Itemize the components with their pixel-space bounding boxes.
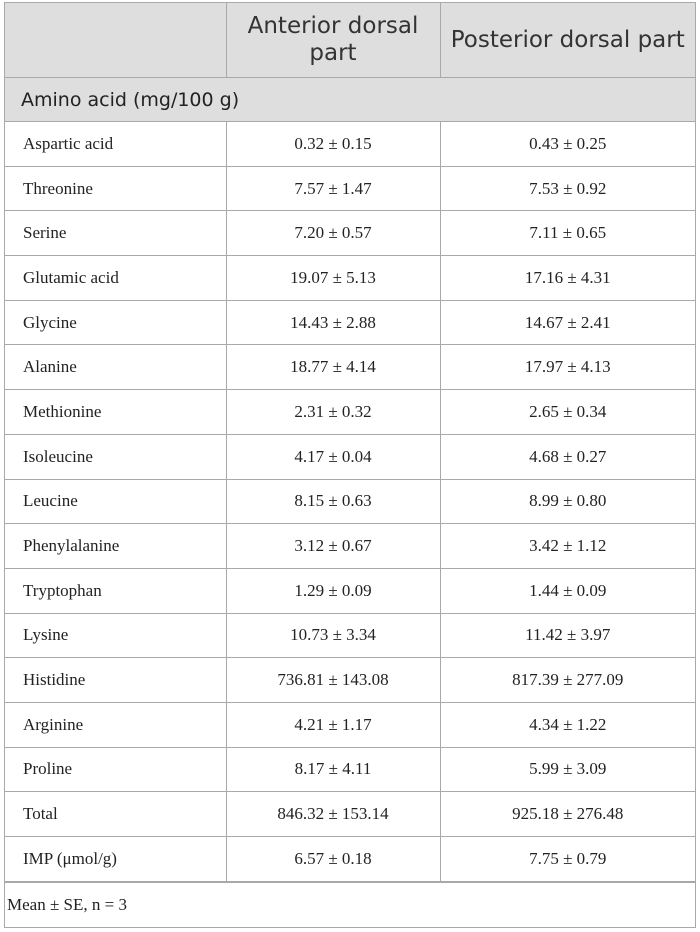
row-name-cell: Serine — [5, 211, 226, 256]
table-footnote — [5, 882, 695, 927]
anterior-value-cell: 3.12 ± 0.67 — [226, 524, 440, 569]
row-name-cell: Arginine — [5, 702, 226, 747]
row-name-cell: Leucine — [5, 479, 226, 524]
posterior-value-cell: 5.99 ± 3.09 — [440, 747, 695, 792]
row-name-cell: Threonine — [5, 166, 226, 211]
row-name-cell: Methionine — [5, 390, 226, 435]
table-row — [5, 390, 695, 435]
table-row — [5, 613, 695, 658]
table-row — [5, 658, 695, 703]
row-name-cell: Lysine — [5, 613, 226, 658]
row-name-cell: Isoleucine — [5, 434, 226, 479]
amino-acid-table-container — [4, 2, 696, 928]
table-row — [5, 702, 695, 747]
header-posterior-dorsal-part: Posterior dorsal part — [440, 3, 695, 78]
anterior-value-cell: 4.17 ± 0.04 — [226, 434, 440, 479]
posterior-value-cell: 17.97 ± 4.13 — [440, 345, 695, 390]
row-name-cell: Tryptophan — [5, 568, 226, 613]
anterior-value-cell: 8.17 ± 4.11 — [226, 747, 440, 792]
row-name-cell: Aspartic acid — [5, 122, 226, 167]
table-row — [5, 792, 695, 837]
table-row — [5, 837, 695, 882]
anterior-value-cell: 4.21 ± 1.17 — [226, 702, 440, 747]
anterior-value-cell: 2.31 ± 0.32 — [226, 390, 440, 435]
posterior-value-cell: 3.42 ± 1.12 — [440, 524, 695, 569]
anterior-value-cell: 7.20 ± 0.57 — [226, 211, 440, 256]
anterior-value-cell: 8.15 ± 0.63 — [226, 479, 440, 524]
posterior-value-cell: 11.42 ± 3.97 — [440, 613, 695, 658]
anterior-value-cell: 14.43 ± 2.88 — [226, 300, 440, 345]
posterior-value-cell: 0.43 ± 0.25 — [440, 122, 695, 167]
anterior-value-cell: 7.57 ± 1.47 — [226, 166, 440, 211]
posterior-value-cell: 8.99 ± 0.80 — [440, 479, 695, 524]
table-row — [5, 747, 695, 792]
anterior-value-cell: 846.32 ± 153.14 — [226, 792, 440, 837]
posterior-value-cell: 2.65 ± 0.34 — [440, 390, 695, 435]
anterior-value-cell: 10.73 ± 3.34 — [226, 613, 440, 658]
posterior-value-cell: 4.68 ± 0.27 — [440, 434, 695, 479]
table-row — [5, 345, 695, 390]
row-name-cell: IMP (μmol/g) — [5, 837, 226, 882]
posterior-value-cell: 7.75 ± 0.79 — [440, 837, 695, 882]
amino-acid-table — [5, 3, 695, 882]
row-name-cell: Glycine — [5, 300, 226, 345]
posterior-value-cell: 14.67 ± 2.41 — [440, 300, 695, 345]
posterior-value-cell: 4.34 ± 1.22 — [440, 702, 695, 747]
anterior-value-cell: 736.81 ± 143.08 — [226, 658, 440, 703]
row-name-cell: Phenylalanine — [5, 524, 226, 569]
row-name-cell: Histidine — [5, 658, 226, 703]
table-row — [5, 479, 695, 524]
anterior-value-cell: 19.07 ± 5.13 — [226, 256, 440, 301]
header-anterior-dorsal-part: Anterior dorsal part — [226, 3, 440, 78]
table-row — [5, 568, 695, 613]
section-row-amino-acid — [5, 78, 695, 122]
table-row — [5, 524, 695, 569]
posterior-value-cell: 7.11 ± 0.65 — [440, 211, 695, 256]
table-row — [5, 211, 695, 256]
anterior-value-cell: 18.77 ± 4.14 — [226, 345, 440, 390]
table-body — [5, 122, 695, 882]
table-row — [5, 434, 695, 479]
table-row — [5, 166, 695, 211]
table-row — [5, 300, 695, 345]
anterior-value-cell: 6.57 ± 0.18 — [226, 837, 440, 882]
posterior-value-cell: 7.53 ± 0.92 — [440, 166, 695, 211]
footnote-text: Mean ± SE, n = 3 — [7, 894, 127, 914]
posterior-value-cell: 817.39 ± 277.09 — [440, 658, 695, 703]
posterior-value-cell: 17.16 ± 4.31 — [440, 256, 695, 301]
header-empty-cell — [5, 3, 226, 78]
row-name-cell: Total — [5, 792, 226, 837]
row-name-cell: Alanine — [5, 345, 226, 390]
posterior-value-cell: 925.18 ± 276.48 — [440, 792, 695, 837]
table-row — [5, 256, 695, 301]
table-row — [5, 122, 695, 167]
row-name-cell: Glutamic acid — [5, 256, 226, 301]
row-name-cell: Proline — [5, 747, 226, 792]
posterior-value-cell: 1.44 ± 0.09 — [440, 568, 695, 613]
section-label: Amino acid (mg/100 g) — [5, 78, 695, 122]
anterior-value-cell: 1.29 ± 0.09 — [226, 568, 440, 613]
anterior-value-cell: 0.32 ± 0.15 — [226, 122, 440, 167]
table-header-row — [5, 3, 695, 78]
